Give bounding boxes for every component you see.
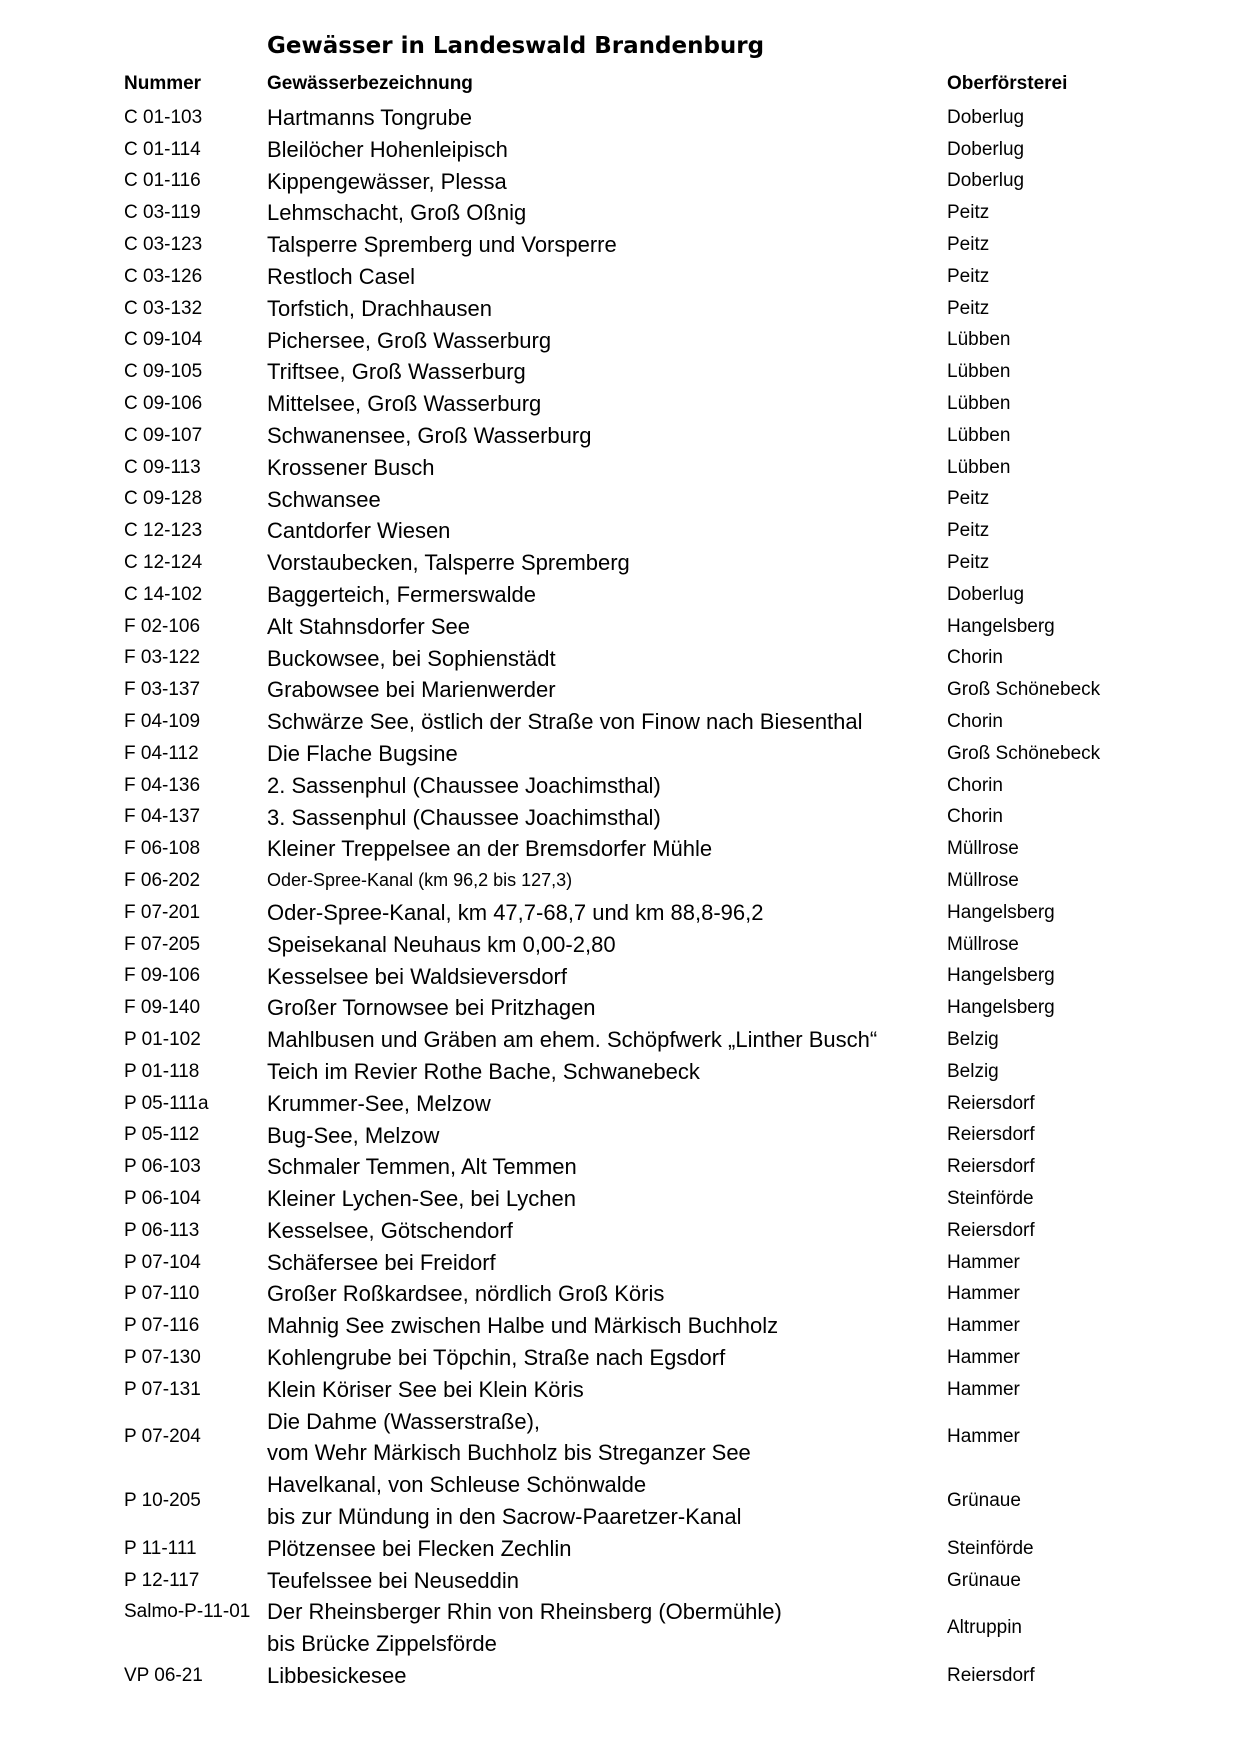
water-body-name-line: Schwanensee, Groß Wasserburg (267, 422, 592, 448)
water-body-name (267, 166, 507, 198)
water-body-name (267, 1565, 519, 1597)
water-body-name-line: Teich im Revier Rothe Bache, Schwanebeck (267, 1058, 700, 1084)
forestry-office: Hammer (947, 1283, 1020, 1305)
water-body-number: P 07-204 (124, 1426, 201, 1448)
forestry-office: Steinförde (947, 1537, 1034, 1559)
water-body-name-line: Kleiner Treppelsee an der Bremsdorfer Mühle (267, 836, 713, 862)
forestry-office: Reiersdorf (947, 1092, 1035, 1114)
water-body-name (267, 992, 596, 1024)
forestry-office: Müllrose (947, 933, 1019, 955)
water-body-number: P 05-111a (124, 1092, 209, 1114)
water-body-name-line: Buckowsee, bei Sophienstädt (267, 645, 556, 671)
table-row (0, 1151, 1240, 1183)
water-body-name-line: Talsperre Spremberg und Vorsperre (267, 232, 617, 258)
water-body-name-line: Schäfersee bei Freidorf (267, 1249, 496, 1275)
forestry-office: Doberlug (947, 583, 1025, 605)
water-body-name-line: Mahlbusen und Gräben am ehem. Schöpfwerk „Linther Busch“ (267, 1027, 878, 1053)
forestry-office: Chorin (947, 711, 1003, 733)
forestry-office: Hangelsberg (947, 615, 1055, 637)
water-body-name (267, 1406, 751, 1470)
water-body-name (267, 579, 536, 611)
forestry-office: Groß Schönebeck (947, 679, 1101, 701)
forestry-office: Lübben (947, 424, 1011, 446)
water-body-name-line: bis zur Mündung in den Sacrow-Paaretzer-Kanal (267, 1504, 742, 1530)
water-body-name-line: Vorstaubecken, Talsperre Spremberg (267, 550, 630, 576)
water-bodies-table (0, 102, 1240, 1692)
water-body-name (267, 770, 661, 802)
forestry-office: Grünaue (947, 1490, 1021, 1512)
water-body-name-line: Speisekanal Neuhaus km 0,00-2,80 (267, 931, 616, 957)
water-body-name (267, 452, 435, 484)
table-row (0, 515, 1240, 547)
forestry-office: Hammer (947, 1378, 1020, 1400)
table-row (0, 738, 1240, 770)
water-body-name (267, 706, 863, 738)
table-row (0, 1024, 1240, 1056)
water-body-name-line: Kohlengrube bei Töpchin, Straße nach Egsdorf (267, 1345, 726, 1371)
water-body-number: P 01-102 (124, 1029, 201, 1050)
forestry-office: Lübben (947, 361, 1011, 383)
table-row (0, 1215, 1240, 1247)
water-body-name-line: Triftsee, Groß Wasserburg (267, 359, 526, 385)
table-row (0, 833, 1240, 865)
forestry-office: Hammer (947, 1251, 1020, 1273)
water-body-name (267, 1120, 439, 1152)
water-body-name-line: Großer Tornowsee bei Pritzhagen (267, 995, 596, 1021)
water-body-number: C 03-119 (124, 202, 201, 224)
water-body-number: P 07-110 (124, 1283, 200, 1305)
table-row (0, 1278, 1240, 1310)
water-body-number: C 03-126 (124, 265, 203, 287)
forestry-office: Lübben (947, 393, 1011, 415)
table-row (0, 674, 1240, 706)
water-body-name (267, 1151, 577, 1183)
column-header-name: Gewässerbezeichnung (267, 73, 473, 94)
table-row (0, 579, 1240, 611)
table-row (0, 611, 1240, 643)
water-body-number: P 07-104 (124, 1251, 201, 1273)
water-body-number: F 09-106 (124, 965, 201, 987)
water-body-name (267, 102, 472, 134)
forestry-office: Peitz (947, 234, 990, 256)
water-body-number: F 04-112 (124, 742, 199, 764)
water-body-name (267, 674, 556, 706)
table-row (0, 1374, 1240, 1406)
water-body-name (267, 515, 450, 547)
forestry-office: Reiersdorf (947, 1124, 1035, 1146)
table-row (0, 197, 1240, 229)
table-row (0, 1247, 1240, 1279)
water-body-name (267, 1310, 778, 1342)
table-row (0, 134, 1240, 166)
table-row (0, 802, 1240, 834)
water-body-name-line: Restloch Casel (267, 263, 415, 289)
forestry-office: Hammer (947, 1315, 1020, 1337)
water-body-name-line: Schmaler Temmen, Alt Temmen (267, 1154, 577, 1180)
table-row (0, 1469, 1240, 1533)
water-body-number: C 01-114 (124, 138, 201, 160)
table-row (0, 1310, 1240, 1342)
forestry-office: Chorin (947, 647, 1003, 669)
water-body-number: F 03-122 (124, 647, 201, 669)
water-body-number: C 12-123 (124, 520, 203, 542)
water-body-number: F 04-137 (124, 806, 201, 828)
water-body-name-line: Schwärze See, östlich der Straße von Finow nach Biesenthal (267, 709, 863, 735)
water-body-number: P 06-104 (124, 1187, 201, 1209)
water-body-number: P 06-113 (124, 1219, 200, 1241)
table-row (0, 1565, 1240, 1597)
forestry-office: Doberlug (947, 138, 1025, 160)
water-body-number: C 09-106 (124, 393, 203, 415)
water-body-name-line: Libbesickesee (267, 1663, 407, 1689)
water-body-name (267, 929, 616, 961)
water-body-number: C 01-103 (124, 106, 203, 128)
table-row (0, 1183, 1240, 1215)
water-body-name-line: vom Wehr Märkisch Buchholz bis Streganzer See (267, 1440, 751, 1466)
water-body-name-line: Mittelsee, Groß Wasserburg (267, 391, 542, 417)
water-body-name (267, 1660, 406, 1692)
water-body-number: C 14-102 (124, 583, 203, 605)
water-body-name-line: Kippengewässer, Plessa (267, 168, 507, 194)
water-body-name-line: Der Rheinsberger Rhin von Rheinsberg (Obermühle) (267, 1599, 782, 1625)
document-title: Gewässer in Landeswald Brandenburg (267, 33, 765, 59)
water-body-name (267, 833, 712, 865)
forestry-office: Peitz (947, 297, 990, 319)
water-body-name-line: Alt Stahnsdorfer See (267, 613, 471, 639)
forestry-office: Belzig (947, 1029, 999, 1050)
table-row (0, 992, 1240, 1024)
forestry-office: Chorin (947, 774, 1003, 796)
water-body-name (267, 1469, 741, 1533)
forestry-office: Lübben (947, 456, 1011, 478)
water-body-name-line: Pichersee, Groß Wasserburg (267, 327, 552, 353)
water-body-name-line: 2. Sassenphul (Chaussee Joachimsthal) (267, 772, 661, 798)
table-row (0, 1406, 1240, 1470)
table-row (0, 102, 1240, 134)
water-body-name-line: Lehmschacht, Groß Oßnig (267, 200, 527, 226)
water-body-number: C 03-123 (124, 234, 203, 256)
water-body-name (267, 611, 470, 643)
forestry-office: Grünaue (947, 1569, 1021, 1591)
forestry-office: Peitz (947, 552, 990, 574)
water-body-name (267, 865, 572, 897)
water-body-name (267, 1088, 491, 1120)
water-body-name (267, 1596, 782, 1660)
water-body-name (267, 356, 526, 388)
table-row (0, 770, 1240, 802)
forestry-office: Hammer (947, 1346, 1020, 1368)
water-body-name (267, 325, 551, 357)
forestry-office: Doberlug (947, 106, 1025, 128)
forestry-office: Peitz (947, 488, 990, 510)
water-body-number: P 07-130 (124, 1346, 201, 1368)
water-body-name-line: Torfstich, Drachhausen (267, 295, 492, 321)
table-row (0, 1120, 1240, 1152)
table-row (0, 420, 1240, 452)
table-row (0, 929, 1240, 961)
water-body-name-line: Die Flache Bugsine (267, 740, 458, 766)
column-header-forestry-office: Oberförsterei (947, 73, 1068, 94)
table-row (0, 1342, 1240, 1374)
table-row (0, 293, 1240, 325)
water-body-name (267, 388, 541, 420)
water-body-name (267, 1278, 664, 1310)
water-body-name-line: Cantdorfer Wiesen (267, 518, 451, 544)
water-body-number: C 09-105 (124, 361, 203, 383)
table-row (0, 452, 1240, 484)
table-row (0, 166, 1240, 198)
table-row (0, 706, 1240, 738)
forestry-office: Müllrose (947, 838, 1019, 860)
water-body-name-line: Oder-Spree-Kanal (km 96,2 bis 127,3) (267, 870, 573, 891)
water-body-name (267, 802, 661, 834)
table-row (0, 547, 1240, 579)
water-body-name-line: Havelkanal, von Schleuse Schönwalde (267, 1472, 647, 1498)
table-row (0, 229, 1240, 261)
table-row (0, 484, 1240, 516)
water-body-name (267, 197, 526, 229)
water-body-number: P 06-103 (124, 1156, 201, 1178)
water-body-name-line: Mahnig See zwischen Halbe und Märkisch Buchholz (267, 1313, 779, 1339)
water-body-name-line: bis Brücke Zippelsförde (267, 1631, 497, 1657)
water-body-name (267, 229, 617, 261)
water-body-name (267, 1342, 725, 1374)
water-body-name-line: Hartmanns Tongrube (267, 105, 473, 130)
water-body-name-line: Kesselsee bei Waldsieversdorf (267, 963, 567, 989)
table-row (0, 643, 1240, 675)
water-body-name (267, 261, 415, 293)
water-body-number: C 09-128 (124, 488, 203, 510)
table-row (0, 865, 1240, 897)
table-row (0, 1533, 1240, 1565)
water-body-name-line: Bug-See, Melzow (267, 1122, 440, 1148)
water-body-number: F 04-109 (124, 711, 201, 733)
forestry-office: Hangelsberg (947, 901, 1055, 923)
forestry-office: Peitz (947, 202, 990, 224)
water-body-number: F 09-140 (124, 997, 201, 1019)
water-body-name-line: Plötzensee bei Flecken Zechlin (267, 1535, 572, 1561)
water-body-number: F 06-202 (124, 870, 201, 892)
forestry-office: Altruppin (947, 1617, 1022, 1639)
water-body-name (267, 1247, 496, 1279)
table-row (0, 1088, 1240, 1120)
forestry-office: Peitz (947, 520, 990, 542)
water-body-name-line: Kesselsee, Götschendorf (267, 1217, 513, 1243)
water-body-name (267, 547, 630, 579)
water-body-number: P 07-131 (124, 1378, 201, 1400)
water-body-number: P 01-118 (124, 1060, 200, 1082)
water-body-number: P 05-112 (124, 1124, 200, 1146)
forestry-office: Belzig (947, 1060, 999, 1082)
water-body-name (267, 293, 492, 325)
water-body-name-line: Krummer-See, Melzow (267, 1090, 491, 1116)
forestry-office: Hammer (947, 1426, 1020, 1448)
forestry-office: Peitz (947, 265, 990, 287)
table-row (0, 388, 1240, 420)
forestry-office: Müllrose (947, 870, 1019, 892)
forestry-office: Groß Schönebeck (947, 742, 1101, 764)
water-body-number: F 04-136 (124, 774, 201, 796)
water-body-name-line: Schwansee (267, 486, 381, 512)
water-body-number: C 12-124 (124, 552, 203, 574)
table-row (0, 897, 1240, 929)
water-body-number: F 07-201 (124, 901, 201, 923)
water-body-name-line: Grabowsee bei Marienwerder (267, 677, 556, 703)
forestry-office: Steinförde (947, 1187, 1034, 1209)
water-body-name (267, 1056, 700, 1088)
water-body-number: F 03-137 (124, 679, 201, 701)
water-body-name-line: Teufelssee bei Neuseddin (267, 1567, 519, 1593)
column-header-number: Nummer (124, 73, 202, 94)
table-row (0, 1660, 1240, 1692)
water-body-name (267, 420, 591, 452)
forestry-office: Chorin (947, 806, 1003, 828)
forestry-office: Doberlug (947, 170, 1025, 192)
water-body-number: F 07-205 (124, 933, 201, 955)
water-body-name (267, 484, 381, 516)
water-body-number: Salmo-P-11-01 (124, 1601, 251, 1623)
water-body-name-line: Krossener Busch (267, 454, 435, 480)
water-body-number: C 01-116 (124, 170, 201, 192)
water-body-name (267, 1374, 584, 1406)
water-body-name (267, 643, 556, 675)
water-body-name-line: Klein Köriser See bei Klein Köris (267, 1376, 584, 1402)
table-row (0, 1056, 1240, 1088)
water-body-number: C 03-132 (124, 297, 203, 319)
water-body-name (267, 897, 764, 929)
water-body-name (267, 1533, 572, 1565)
water-body-name-line: 3. Sassenphul (Chaussee Joachimsthal) (267, 804, 661, 830)
water-body-number: C 09-107 (124, 424, 203, 446)
table-row (0, 961, 1240, 993)
water-body-number: C 09-104 (124, 329, 203, 351)
table-row (0, 261, 1240, 293)
water-body-number: P 11-111 (124, 1537, 197, 1559)
water-body-name-line: Baggerteich, Fermerswalde (267, 581, 537, 607)
water-body-name (267, 1024, 877, 1056)
water-body-name (267, 1215, 513, 1247)
water-body-name-line: Oder-Spree-Kanal, km 47,7-68,7 und km 88,8-96,2 (267, 899, 764, 925)
water-body-number: P 10-205 (124, 1490, 201, 1512)
water-body-name-line: Kleiner Lychen-See, bei Lychen (267, 1186, 577, 1212)
water-body-name (267, 738, 458, 770)
forestry-office: Reiersdorf (947, 1219, 1035, 1241)
water-body-name-line: Bleilöcher Hohenleipisch (267, 136, 508, 162)
water-body-name (267, 134, 508, 166)
water-body-number: F 06-108 (124, 838, 201, 860)
forestry-office: Lübben (947, 329, 1011, 351)
forestry-office: Reiersdorf (947, 1156, 1035, 1178)
table-row (0, 325, 1240, 357)
water-body-number: P 07-116 (124, 1315, 200, 1337)
table-row (0, 356, 1240, 388)
water-body-name-line: Großer Roßkardsee, nördlich Groß Köris (267, 1281, 665, 1307)
water-body-number: C 09-113 (124, 456, 201, 478)
water-body-number: F 02-106 (124, 615, 201, 637)
forestry-office: Hangelsberg (947, 997, 1055, 1019)
water-body-name (267, 961, 567, 993)
water-body-name (267, 1183, 576, 1215)
table-row (0, 1596, 1240, 1660)
forestry-office: Hangelsberg (947, 965, 1055, 987)
forestry-office: Reiersdorf (947, 1664, 1035, 1686)
water-body-number: P 12-117 (124, 1569, 200, 1591)
water-body-number: VP 06-21 (124, 1664, 203, 1686)
water-body-name-line: Die Dahme (Wasserstraße), (267, 1408, 541, 1434)
